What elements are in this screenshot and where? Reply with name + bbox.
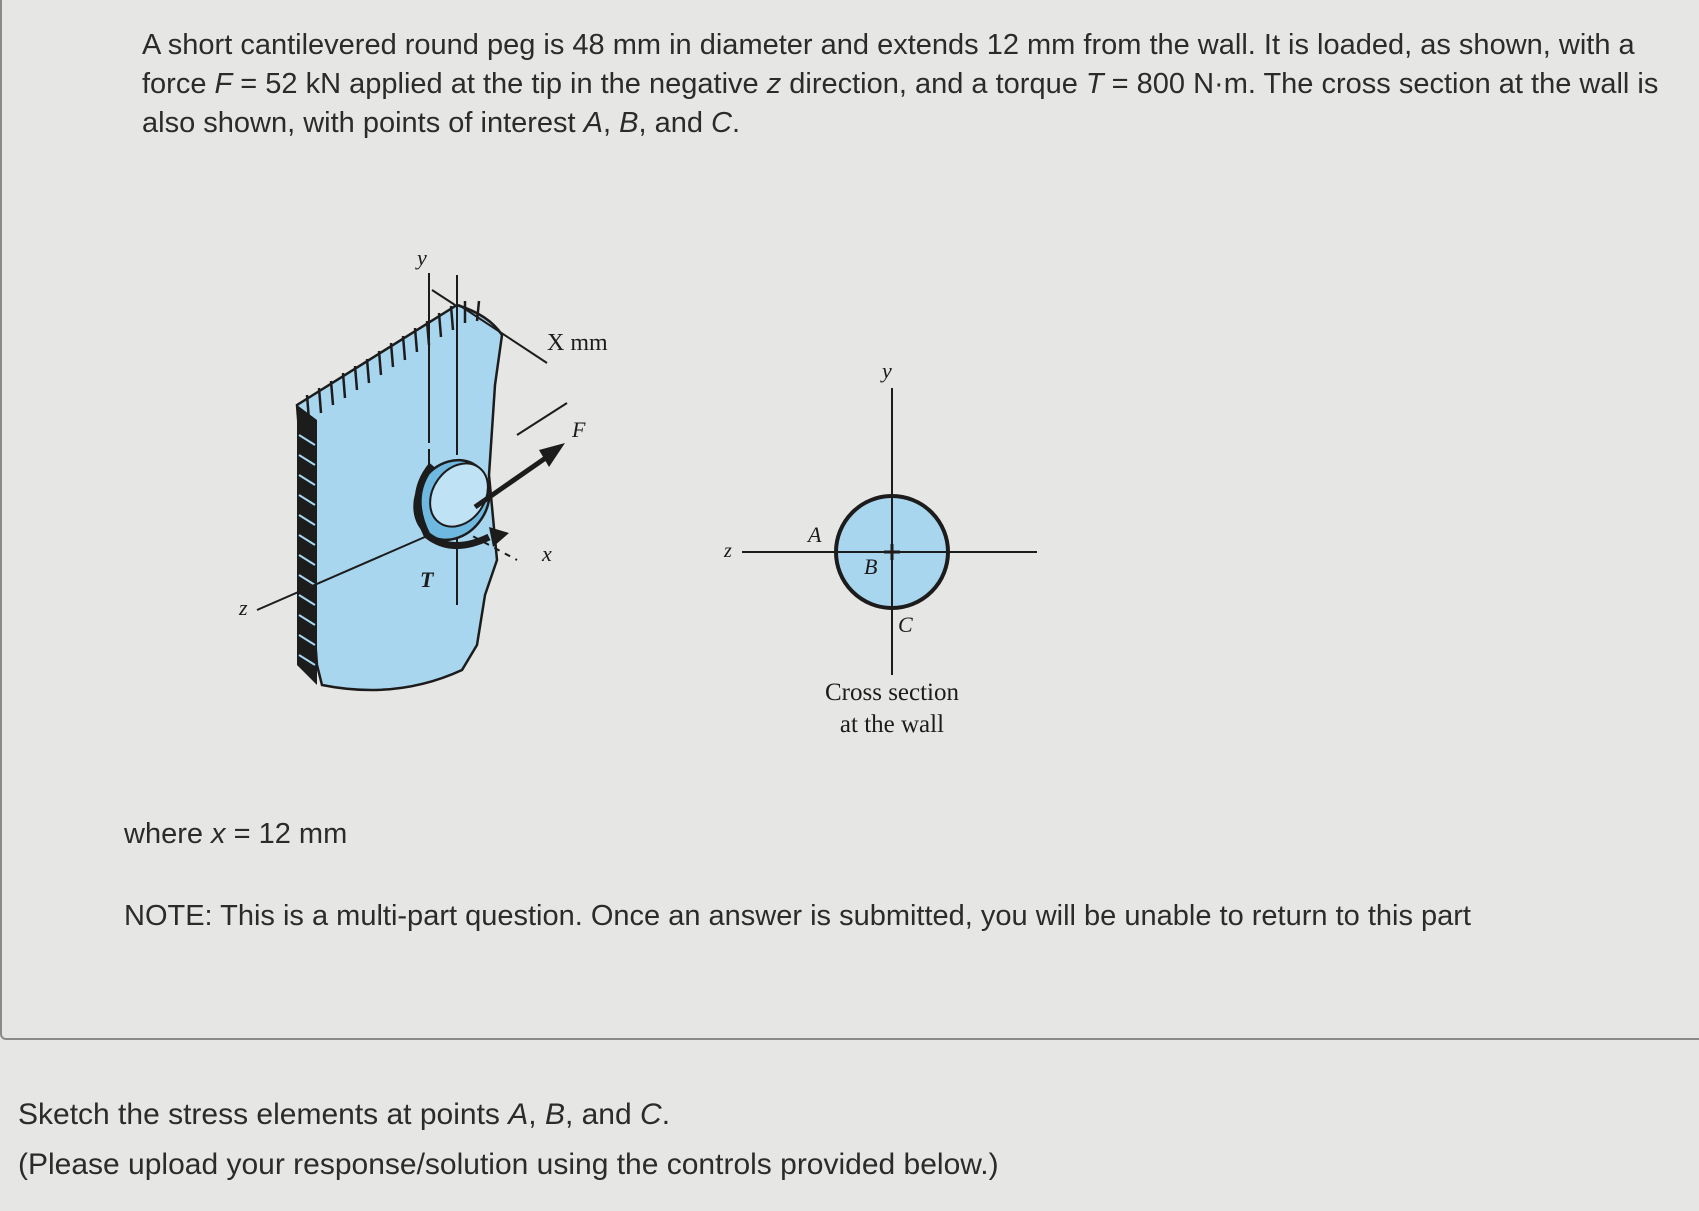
y-label-left: y bbox=[417, 245, 427, 270]
var-x: x bbox=[211, 818, 226, 850]
separator: , bbox=[528, 1098, 545, 1131]
var-A: A bbox=[508, 1098, 529, 1131]
separator: , bbox=[603, 107, 620, 139]
var-B: B bbox=[544, 1098, 565, 1131]
point-A-label: A bbox=[808, 522, 822, 547]
dimension-line bbox=[432, 290, 455, 305]
separator: , and bbox=[638, 107, 712, 139]
period: . bbox=[661, 1098, 671, 1131]
var-T: T bbox=[1085, 68, 1104, 100]
separator: , and bbox=[564, 1098, 641, 1131]
task-line1 bbox=[18, 1090, 1678, 1140]
var-C: C bbox=[640, 1098, 662, 1131]
task-instructions bbox=[18, 1090, 1678, 1190]
intro-text: = 800 N·m. The cross section at the wall is also shown, with points of interest bbox=[142, 68, 1659, 139]
x-mm-text: X mm bbox=[547, 330, 608, 356]
var-F: F bbox=[214, 68, 233, 100]
x-label-left: x bbox=[542, 541, 552, 566]
F-label: F bbox=[572, 417, 586, 442]
where-text: where bbox=[124, 818, 212, 850]
var-A: A bbox=[583, 107, 604, 139]
where-value: = 12 mm bbox=[225, 818, 348, 850]
y-label-right: y bbox=[882, 358, 892, 383]
x-mm-label bbox=[547, 330, 608, 356]
caption-line2: at the wall bbox=[839, 711, 945, 738]
var-C: C bbox=[711, 107, 732, 139]
task-line2: (Please upload your response/solution using the controls provided below.) bbox=[18, 1148, 999, 1181]
where-line bbox=[124, 818, 347, 851]
cross-section-figure bbox=[712, 350, 1052, 740]
task-text: Sketch the stress elements at points bbox=[18, 1098, 509, 1131]
point-C-label: C bbox=[898, 612, 913, 637]
var-z: z bbox=[766, 68, 782, 100]
z-label-left: z bbox=[239, 595, 248, 620]
intro-text: = 52 kN applied at the tip in the negative bbox=[232, 68, 767, 100]
intro-text: direction, and a torque bbox=[781, 68, 1086, 100]
multi-part-note: NOTE: This is a multi-part question. Once an answer is submitted, you will be unable to return to this part bbox=[124, 900, 1471, 932]
caption-line1: Cross section bbox=[824, 679, 960, 706]
z-label-right: z bbox=[724, 540, 732, 562]
peg-figure bbox=[227, 245, 647, 705]
period: . bbox=[732, 107, 741, 139]
point-B-label: B bbox=[864, 554, 878, 579]
problem-statement bbox=[142, 26, 1687, 143]
intro-text: A short cantilevered round peg is 48 mm in diameter and extends 12 mm from the wall. It is loaded, as shown, with a force bbox=[142, 29, 1635, 100]
T-label: T bbox=[420, 567, 434, 592]
var-B: B bbox=[619, 107, 639, 139]
